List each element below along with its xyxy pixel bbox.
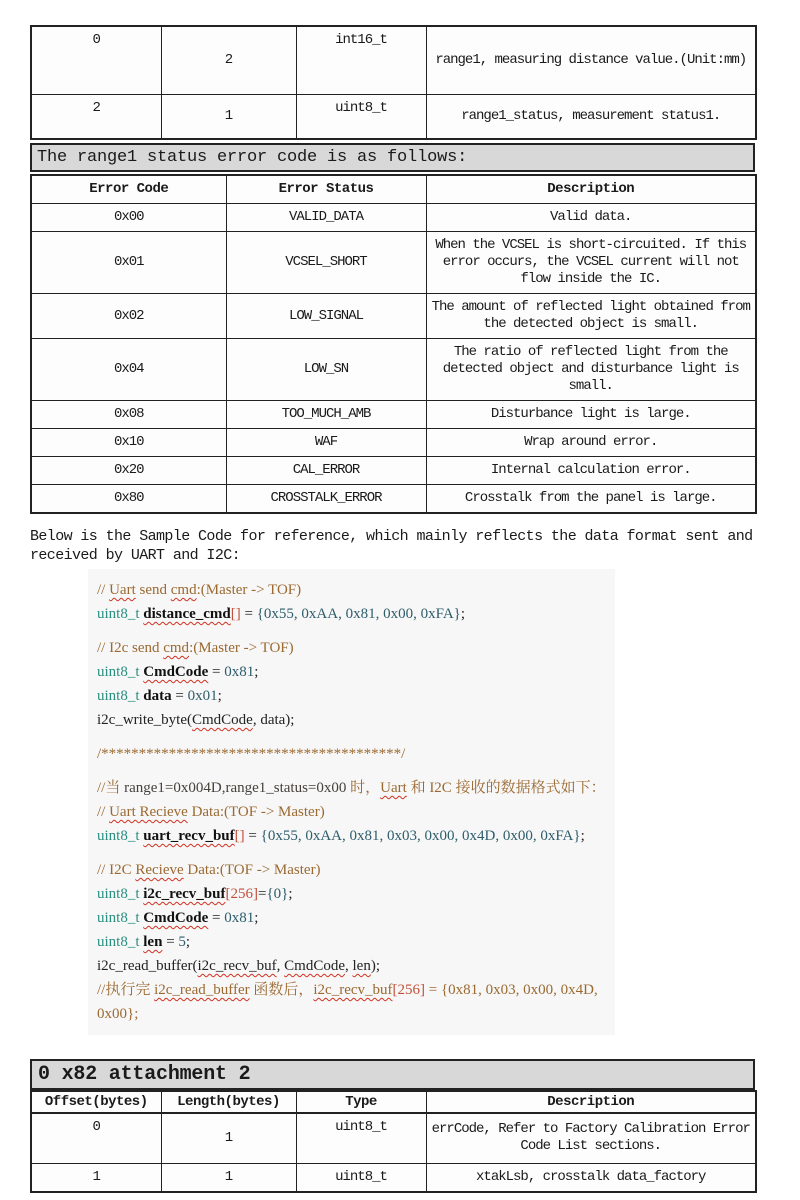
code-token: i2c_write_byte( [97,712,192,728]
code-token: i2c_read_buffer( [97,958,198,974]
code-token: :(Master -> TOF) [196,582,302,598]
attachment2-header: Type [296,1091,426,1113]
code-token: data [143,688,172,704]
code-token: ; [185,934,191,950]
code-token: Data:(TOF -> Master) [187,804,325,820]
cell-error-code: 0x01 [31,232,226,294]
code-line [97,684,609,708]
table-row [31,26,756,94]
code-token: = [208,910,225,926]
cell-type: int16_t [296,26,426,94]
code-line [97,930,609,954]
code-token: len [352,958,371,974]
code-token: cmd [163,640,190,656]
table-row [31,94,756,139]
cell-description: xtakLsb, crosstalk data_factory [426,1163,756,1192]
code-token: = [257,886,267,902]
table-row [31,204,756,232]
sample-code-intro: Below is the Sample Code for reference, which mainly reflects the data format sent and received by UART and I2C: [30,528,753,564]
table-row [31,1163,756,1192]
table-row [31,232,756,294]
error-table-header: Error Code [31,175,226,204]
code-token: send [135,582,171,598]
code-token: 和 I2C 接收的数据格式如下： [406,780,606,796]
code-token: CmdCode [284,958,345,974]
code-line [97,882,609,906]
cell-error-code: 0x08 [31,401,226,429]
code-token: = [171,688,188,704]
section-header-0x82-attachment: 0 x82 attachment 2 [30,1059,755,1090]
code-token: // I2c send [97,640,164,656]
code-line [97,906,609,930]
code-token: //当 [97,780,125,796]
code-token: {0x55, 0xAA, 0x81, 0x03, 0x00, 0x4D, 0x00, 0xFA} [260,828,581,844]
table-row [31,294,756,339]
code-line [97,732,609,742]
cell-error-code: 0x00 [31,204,226,232]
cell-error-status: CROSSTALK_ERROR [226,485,426,514]
code-line [97,824,609,848]
section-header-range1-status: The range1 status error code is as follows: [30,143,755,172]
code-token: ; [254,910,259,926]
code-token: i2c_recv_buf [197,958,277,974]
code-token: ; [217,688,222,704]
cell-error-code: 0x10 [31,429,226,457]
code-token: ; [254,664,259,680]
code-token: 函数后， [249,982,314,998]
code-token: uint8_t [97,688,140,704]
code-line [97,708,609,732]
cell-description: range1, measuring distance value.(Unit:mm) [426,26,756,94]
code-token: i2c_recv_buf [313,982,393,998]
code-line [97,578,609,602]
cell-description: The ratio of reflected light from the detected object and disturbance light is small. [426,339,756,401]
code-token: 时， [346,780,381,796]
error-code-table [30,174,757,514]
cell-type: uint8_t [296,1113,426,1163]
cell-description: When the VCSEL is short-circuited. If this error occurs, the VCSEL current will not flow inside the IC. [426,232,756,294]
code-token: = [244,828,261,844]
code-token: //执行完 [97,982,155,998]
code-token: [256] [225,886,258,902]
cell-length: 1 [161,94,296,139]
attachment2-table [30,1090,757,1193]
packet-field-table [30,25,757,140]
code-token: // [97,582,110,598]
cell-length: 1 [161,1163,296,1192]
code-token: i2c_read_buffer [154,982,250,998]
error-table-header-row [31,175,756,204]
code-line [97,766,609,776]
cell-error-status: CAL_ERROR [226,457,426,485]
attachment2-header-row [31,1091,756,1113]
code-token: , [276,958,285,974]
code-token: Uart [380,780,407,796]
cell-error-code: 0x20 [31,457,226,485]
code-token: [] [234,828,245,844]
cell-length: 1 [161,1113,296,1163]
cell-description: range1_status, measurement status1. [426,94,756,139]
code-token: uart_recv_buf [143,828,235,844]
error-table-header: Error Status [226,175,426,204]
code-token: cmd [170,582,197,598]
code-line [97,858,609,882]
code-token: CmdCode [143,664,209,680]
code-token: // I2C [97,862,136,878]
code-token: uint8_t [97,886,140,902]
cell-type: uint8_t [296,94,426,139]
code-line [97,978,609,1026]
cell-description: errCode, Refer to Factory Calibration Error Code List sections. [426,1113,756,1163]
attachment2-header: Length(bytes) [161,1091,296,1113]
code-token: CmdCode [143,910,209,926]
code-token: 5 [178,934,186,950]
code-token: ; [460,606,466,622]
cell-description: Disturbance light is large. [426,401,756,429]
cell-offset: 2 [31,94,161,139]
code-token: = {0x81, 0x03, 0x00, 0x4D, 0x00}; [97,982,602,1022]
cell-offset: 0 [31,26,161,94]
table-row [31,429,756,457]
cell-error-status: TOO_MUCH_AMB [226,401,426,429]
code-token: 0x81 [224,664,255,680]
cell-description: The amount of reflected light obtained from the detected object is small. [426,294,756,339]
code-token: {0x55, 0xAA, 0x81, 0x00, 0xFA} [256,606,461,622]
code-line [97,636,609,660]
code-token: len [143,934,163,950]
cell-error-status: VALID_DATA [226,204,426,232]
cell-error-code: 0x80 [31,485,226,514]
code-token: Uart [109,582,136,598]
cell-error-code: 0x04 [31,339,226,401]
table-row [31,339,756,401]
code-token: uint8_t [97,828,140,844]
code-token: [] [230,606,241,622]
code-token: Data:(TOF -> Master) [183,862,321,878]
code-token: = [162,934,179,950]
code-token: , [345,958,353,974]
code-token: {0} [266,886,289,902]
code-token: [256] [392,982,426,998]
code-line [97,800,609,824]
attachment2-header: Offset(bytes) [31,1091,161,1113]
code-token: CmdCode [191,712,253,728]
code-line [97,954,609,978]
code-token: uint8_t [97,606,140,622]
sample-code-block [88,569,615,1035]
error-table-header: Description [426,175,756,204]
code-token: distance_cmd [143,606,231,622]
attachment2-header: Description [426,1091,756,1113]
code-token: uint8_t [97,934,140,950]
code-line [97,776,609,800]
code-token: /****************************************/ [97,746,406,762]
code-line [97,602,609,626]
code-token: // [97,804,110,820]
cell-description: Wrap around error. [426,429,756,457]
code-token: uint8_t [97,910,140,926]
cell-description: Crosstalk from the panel is large. [426,485,756,514]
table-row [31,485,756,514]
table-row [31,1113,756,1163]
cell-offset: 0 [31,1113,161,1163]
code-token: ; [580,828,585,844]
code-token: , data); [252,712,295,728]
code-token: 0x81 [224,910,255,926]
cell-type: uint8_t [296,1163,426,1192]
code-token: ); [370,958,380,974]
code-line [97,742,609,766]
cell-description: Internal calculation error. [426,457,756,485]
cell-error-status: WAF [226,429,426,457]
table-row [31,457,756,485]
code-token: = [208,664,225,680]
cell-error-status: LOW_SN [226,339,426,401]
cell-description: Valid data. [426,204,756,232]
cell-error-status: VCSEL_SHORT [226,232,426,294]
code-token: = [240,606,257,622]
code-line [97,848,609,858]
cell-offset: 1 [31,1163,161,1192]
code-line [97,626,609,636]
code-token: uint8_t [97,664,140,680]
code-token: Recieve [135,862,184,878]
code-token: ; [288,886,293,902]
code-token: Uart Recieve [109,804,188,820]
cell-length: 2 [161,26,296,94]
code-token: :(Master -> TOF) [189,640,294,656]
code-token: range1=0x004D,range1_status=0x00 [124,780,347,796]
cell-error-status: LOW_SIGNAL [226,294,426,339]
table-row [31,401,756,429]
code-token: i2c_recv_buf [143,886,226,902]
code-line [97,660,609,684]
code-token: 0x01 [187,688,218,704]
cell-error-code: 0x02 [31,294,226,339]
